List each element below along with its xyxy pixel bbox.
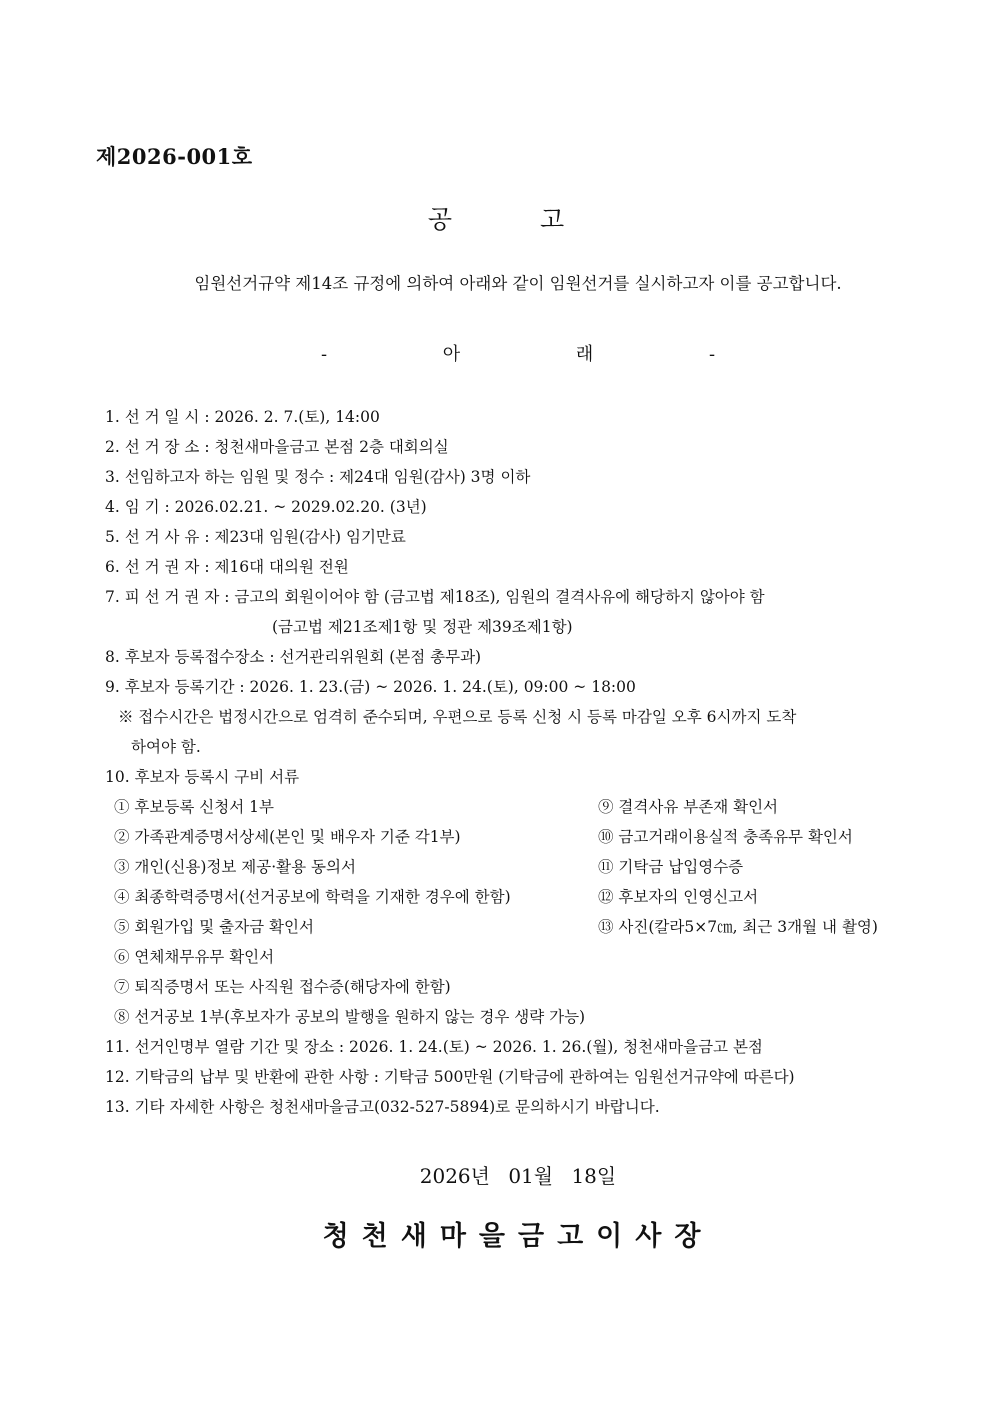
document-left-5: ⑤ 회원가입 및 출자금 확인서 [114, 918, 314, 936]
item-eligibility-cont: (금고법 제21조제1항 및 정관 제39조제1항) [272, 618, 573, 636]
item-election-place: 2. 선 거 장 소 : 청천새마을금고 본점 2층 대회의실 [105, 438, 449, 456]
item-registration-place: 8. 후보자 등록접수장소 : 선거관리위원회 (본점 총무과) [105, 648, 482, 666]
document-left-3: ③ 개인(신용)정보 제공·활용 동의서 [114, 858, 356, 876]
notice-title: 공 고 [427, 205, 565, 234]
document-left-8: ⑧ 선거공보 1부(후보자가 공보의 발행을 원하지 않는 경우 생략 가능) [114, 1008, 586, 1026]
below-heading: - 아 래 - [320, 344, 716, 365]
item-voter-list: 11. 선거인명부 열람 기간 및 장소 : 2026. 1. 24.(토) ~ 2026. 1. 26.(월), 청천새마을금고 본점 [105, 1038, 763, 1056]
item-note: ※ 접수시간은 법정시간으로 엄격히 준수되며, 우편으로 등록 신청 시 등록 마감일 오후 6시까지 도착 [118, 708, 797, 726]
item-election-datetime: 1. 선 거 일 시 : 2026. 2. 7.(토), 14:00 [105, 408, 380, 426]
intro-paragraph: 임원선거규약 제14조 규정에 의하여 아래와 같이 임원선거를 실시하고자 이를 공고합니다. [194, 274, 842, 293]
document-right-9: ⑨ 결격사유 부존재 확인서 [598, 798, 779, 816]
item-positions: 3. 선임하고자 하는 임원 및 정수 : 제24대 임원(감사) 3명 이하 [105, 468, 531, 486]
document-right-11: ⑪ 기탁금 납입영수증 [598, 858, 744, 876]
document-left-1: ① 후보등록 신청서 1부 [114, 798, 274, 816]
item-reason: 5. 선 거 사 유 : 제23대 임원(감사) 임기만료 [105, 528, 406, 546]
item-eligibility: 7. 피 선 거 권 자 : 금고의 회원이어야 함 (금고법 제18조), 임원의 결격사유에 해당하지 않아야 함 [105, 588, 765, 606]
document-left-7: ⑦ 퇴직증명서 또는 사직원 접수증(해당자에 한함) [114, 978, 451, 996]
document-right-10: ⑩ 금고거래이용실적 충족유무 확인서 [598, 828, 853, 846]
item-deposit: 12. 기탁금의 납부 및 반환에 관한 사항 : 기탁금 500만원 (기탁금에 관하여는 임원선거규약에 따른다) [105, 1068, 795, 1086]
item-registration-period: 9. 후보자 등록기간 : 2026. 1. 23.(금) ~ 2026. 1. 24.(토), 09:00 ~ 18:00 [105, 678, 636, 696]
item-term: 4. 임 기 : 2026.02.21. ~ 2029.02.20. (3년) [105, 498, 427, 516]
item-documents-heading: 10. 후보자 등록시 구비 서류 [105, 768, 300, 786]
item-note-cont: 하여야 함. [131, 738, 201, 756]
item-contact: 13. 기타 자세한 사항은 청천새마을금고(032-527-5894)로 문의하시기 바랍니다. [105, 1098, 660, 1116]
item-voters: 6. 선 거 권 자 : 제16대 대의원 전원 [105, 558, 349, 576]
document-number: 제2026-001호 [96, 144, 253, 169]
document-left-2: ② 가족관계증명서상세(본인 및 배우자 기준 각1부) [114, 828, 461, 846]
document-right-13: ⑬ 사진(칼라5×7㎝, 최근 3개월 내 촬영) [598, 918, 878, 936]
document-left-6: ⑥ 연체채무유무 확인서 [114, 948, 275, 966]
document-left-4: ④ 최종학력증명서(선거공보에 학력을 기재한 경우에 한함) [114, 888, 511, 906]
signer: 청천새마을금고이사장 [322, 1221, 714, 1252]
notice-date: 2026년 01월 18일 [419, 1164, 617, 1188]
document-right-12: ⑫ 후보자의 인영신고서 [598, 888, 759, 906]
